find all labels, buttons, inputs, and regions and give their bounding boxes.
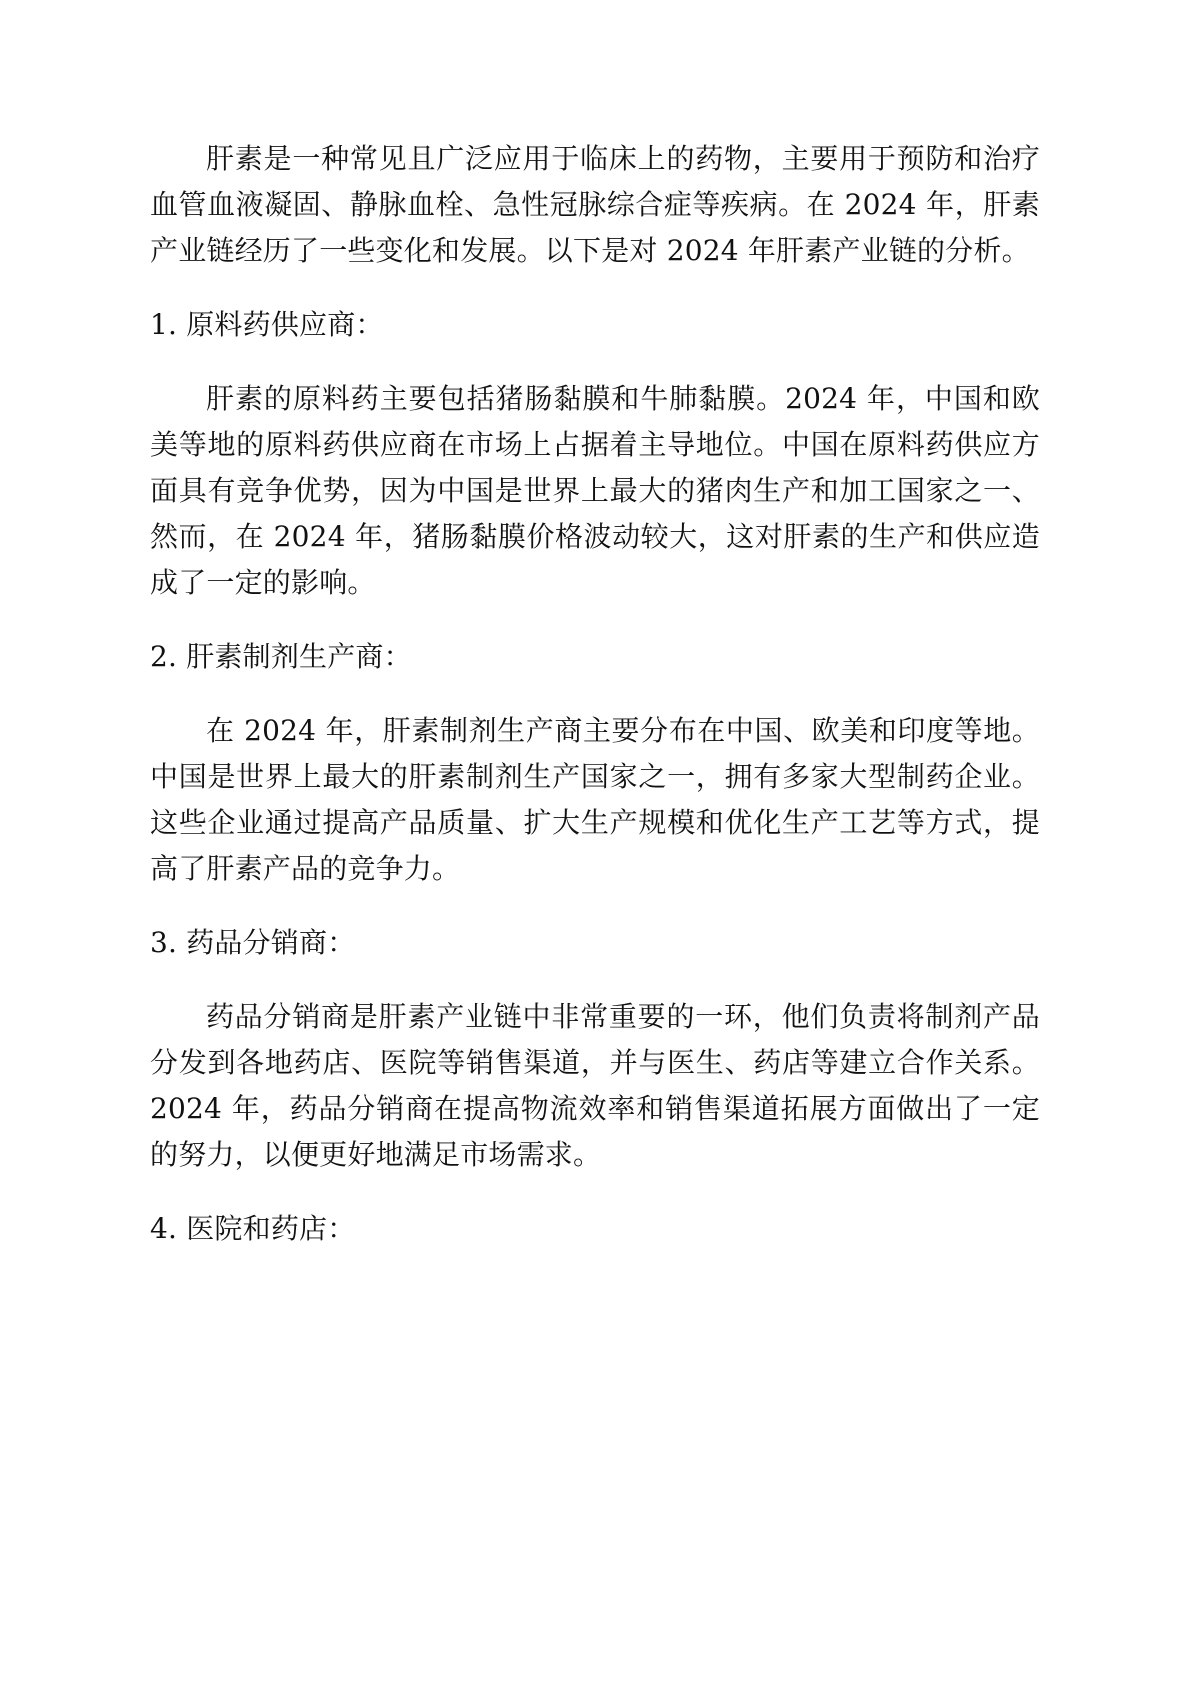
section-heading-hospitals-pharmacies: 4. 医院和药店： — [150, 1212, 356, 1245]
section-heading-manufacturers: 2. 肝素制剂生产商： — [150, 640, 412, 673]
intro-paragraph: 肝素是一种常见且广泛应用于临床上的药物，主要用于预防和治疗血管血液凝固、静脉血栓、急性冠脉综合症等疾病。在 2024 年，肝素产业链经历了一些变化和发展。以下是对 2024 年肝素产业链的分析。 — [150, 142, 1040, 267]
raw-materials-paragraph: 肝素的原料药主要包括猪肠黏膜和牛肺黏膜。2024 年，中国和欧美等地的原料药供应商在市场上占据着主导地位。中国在原料药供应方面具有竞争优势，因为中国是世界上最大的猪肉生产和加工国家之一、然而，在 2024 年，猪肠黏膜价格波动较大，这对肝素的生产和供应造成了一定的影响。 — [150, 382, 1040, 599]
document-body — [150, 136, 1040, 1280]
manufacturers-paragraph: 在 2024 年，肝素制剂生产商主要分布在中国、欧美和印度等地。中国是世界上最大的肝素制剂生产国家之一，拥有多家大型制药企业。这些企业通过提高产品质量、扩大生产规模和优化生产工艺等方式，提高了肝素产品的竞争力。 — [150, 714, 1040, 885]
distributors-paragraph: 药品分销商是肝素产业链中非常重要的一环，他们负责将制剂产品分发到各地药店、医院等销售渠道，并与医生、药店等建立合作关系。2024 年，药品分销商在提高物流效率和销售渠道拓展方面做出了一定的努力，以便更好地满足市场需求。 — [150, 1000, 1040, 1171]
section-heading-raw-materials: 1. 原料药供应商： — [150, 308, 384, 341]
section-heading-distributors: 3. 药品分销商： — [150, 926, 356, 959]
